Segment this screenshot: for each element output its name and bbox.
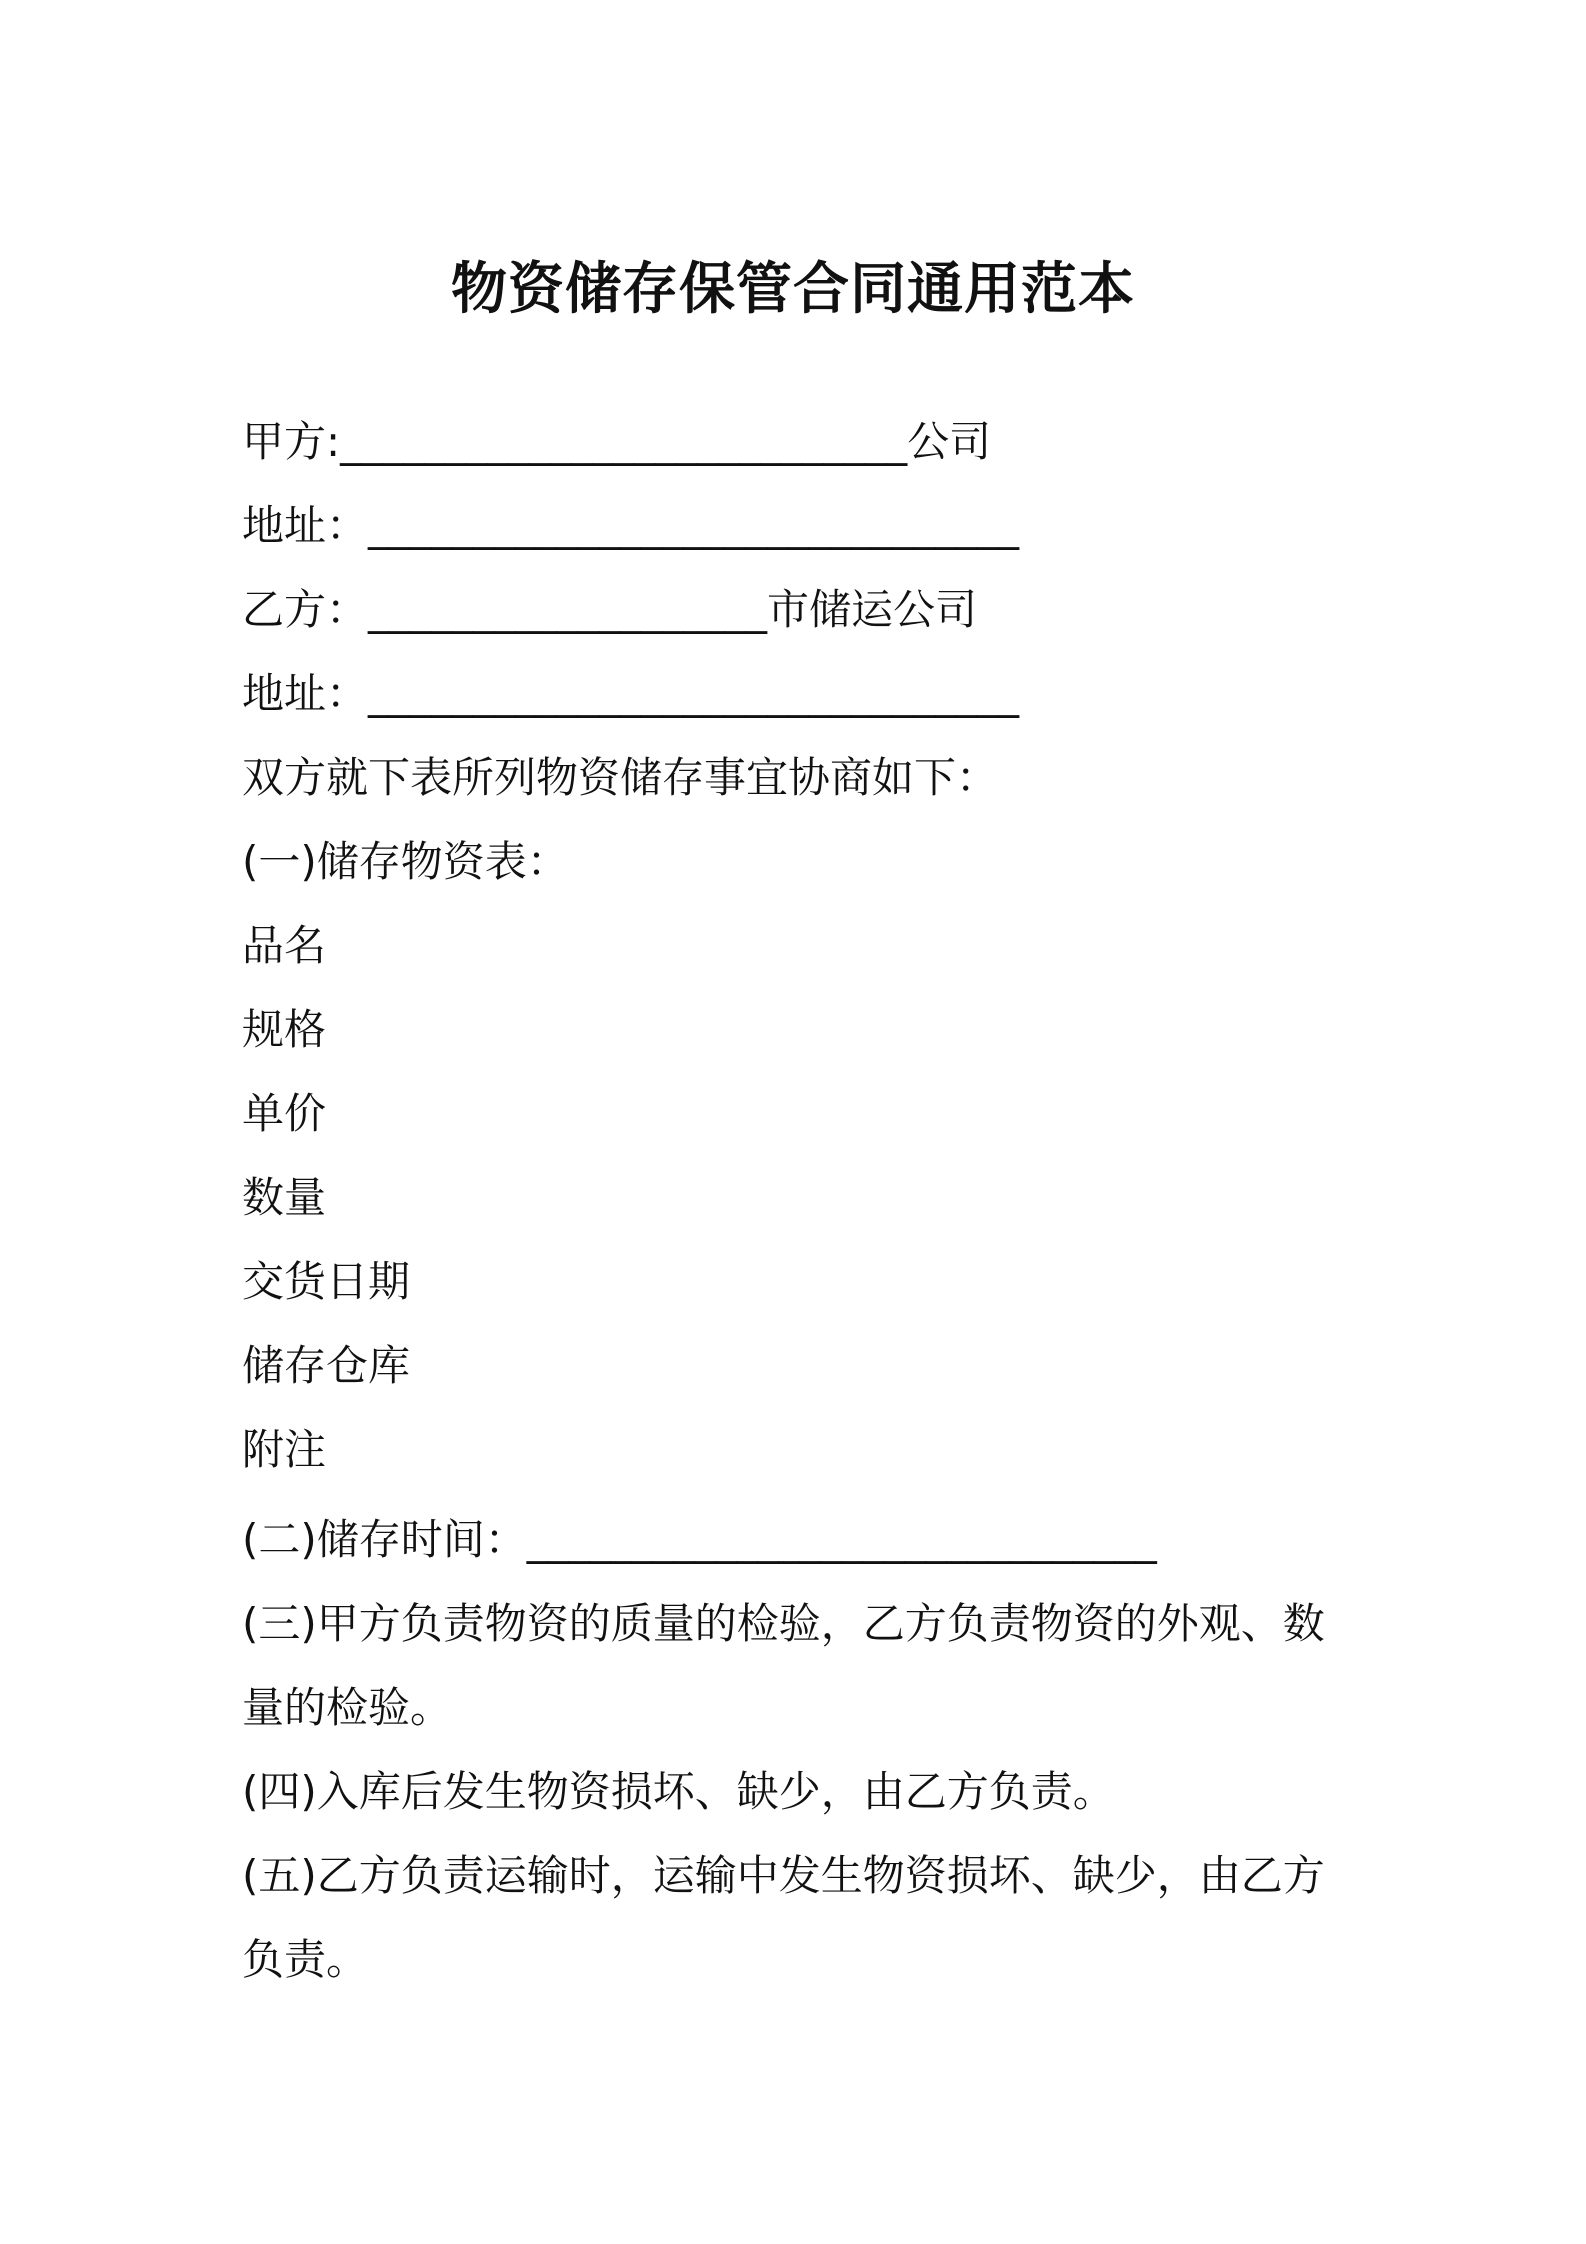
section-5-line-1: (五)乙方负责运输时，运输中发生物资损坏、缺少，由乙方 — [242, 1851, 1325, 1900]
section-5-line-2: 负责。 — [242, 1935, 369, 1984]
table-field-item: 交货日期 — [242, 1257, 411, 1306]
party-a-address-line: 地址：_______________________________ — [242, 501, 1020, 550]
table-field-item: 附注 — [242, 1425, 327, 1474]
party-b-address-line: 地址：_______________________________ — [242, 669, 1020, 718]
section-2-line: (二)储存时间：______________________________ — [242, 1515, 1157, 1564]
document-title: 物资储存保管合同通用范本 — [451, 257, 1135, 322]
party-b-line: 乙方：___________________市储运公司 — [242, 585, 978, 634]
table-field-item: 单价 — [242, 1089, 327, 1138]
intro-line: 双方就下表所列物资储存事宜协商如下： — [242, 753, 999, 802]
table-field-item: 储存仓库 — [242, 1341, 411, 1390]
section-3-line-1: (三)甲方负责物资的质量的检验，乙方负责物资的外观、数 — [242, 1599, 1325, 1648]
section-3-line-2: 量的检验。 — [242, 1683, 453, 1732]
section-1-heading: (一)储存物资表： — [242, 837, 569, 886]
party-a-line: 甲方:___________________________公司 — [242, 417, 992, 466]
section-4-line: (四)入库后发生物资损坏、缺少，由乙方负责。 — [242, 1767, 1115, 1816]
table-field-item: 规格 — [242, 1005, 327, 1054]
table-field-item: 品名 — [242, 921, 327, 970]
table-field-item: 数量 — [242, 1173, 327, 1222]
